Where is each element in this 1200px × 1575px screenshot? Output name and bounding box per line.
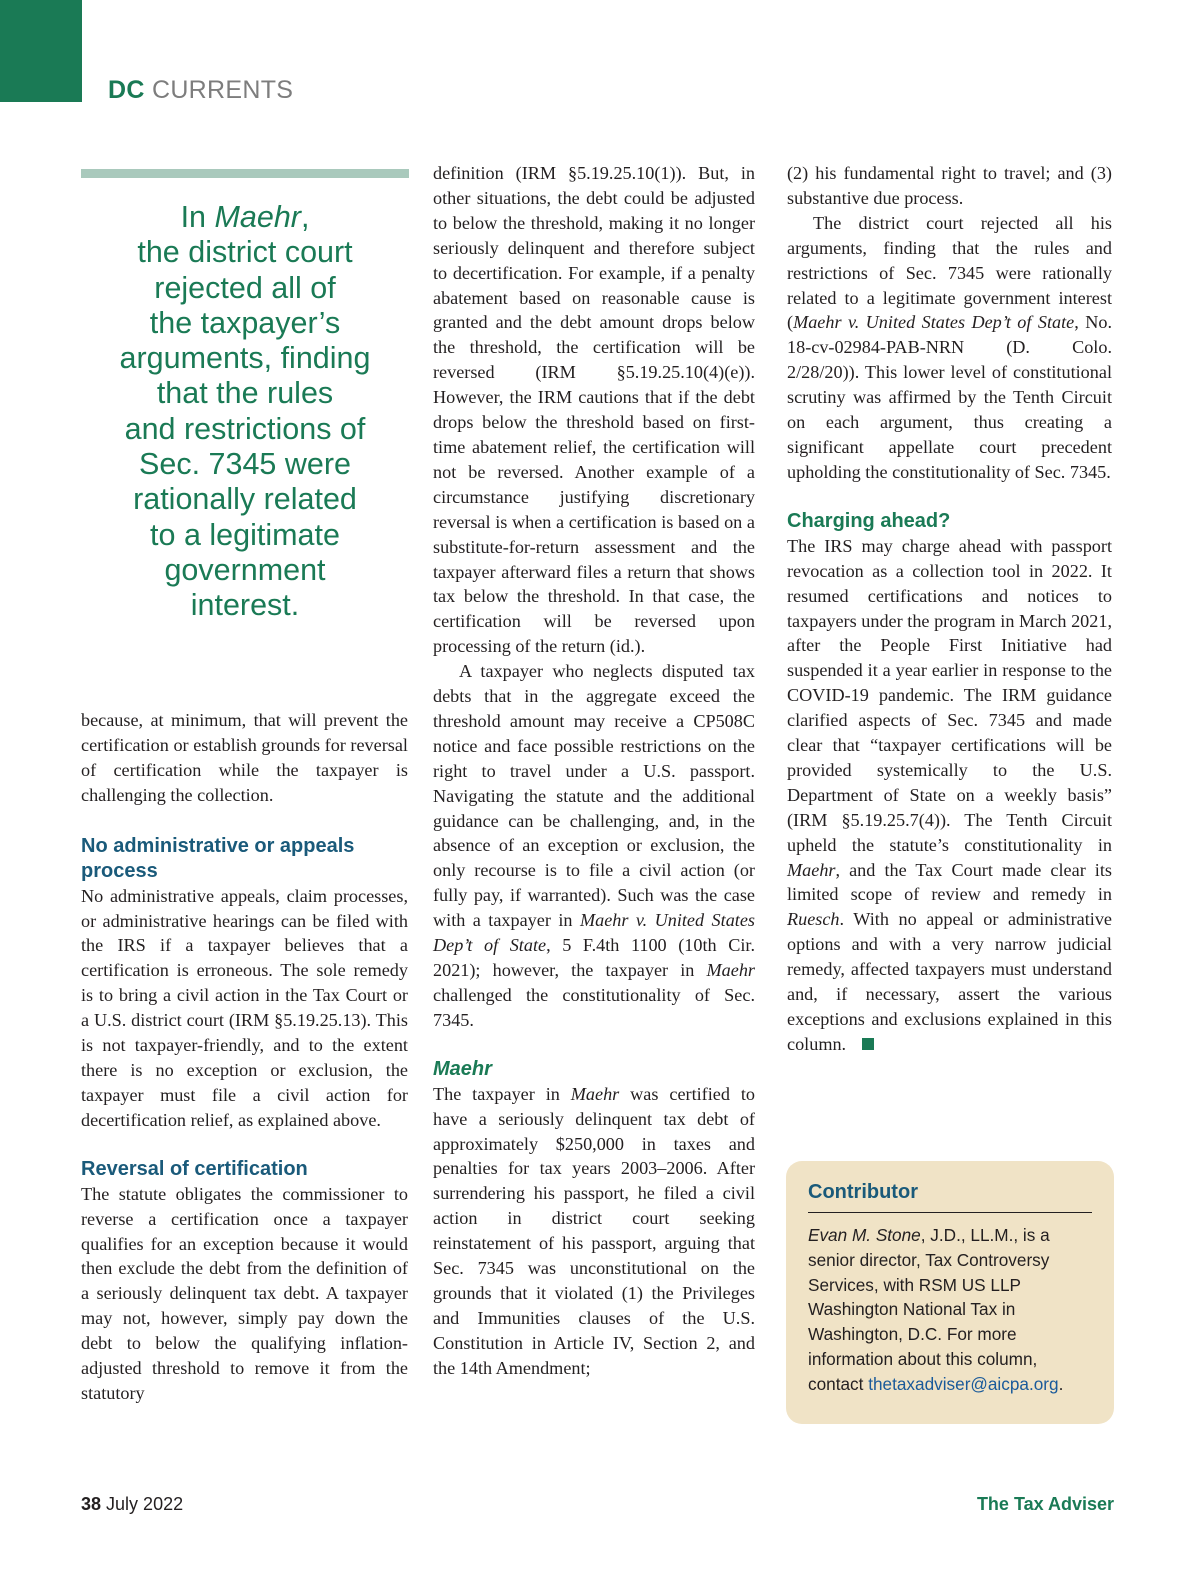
section-header-light: CURRENTS xyxy=(151,76,294,104)
subheading-charging-ahead: Charging ahead? xyxy=(787,509,951,532)
paragraph: The district court rejected all his arguments, finding that the rules and restrictions of Sec. 7345 were rationally related to a legitimate government interest (Maehr v. United States Dep’t of State, No. 18-cv-02984-PAB-NRN (D. Colo. 2/28/20)). This lower level of constitutional scrutiny was affirmed by the Tenth Circuit on each argument, thus creating a significant appellate court precedent upholding the constitutionality of Sec. 7345. xyxy=(787,212,1113,482)
paragraph: No administrative appeals, claim processes, or administrative hearings can be filed with the IRS if a taxpayer believes that a certification is erroneous. The sole remedy is to bring a civil action in the Tax Court or a U.S. district court (IRM §5.19.25.13). This is not taxpayer-friendly, and to the extent there is no exception or exclusion, the taxpayer must file a civil action for decertification relief, as explained above. xyxy=(81,885,408,1130)
contributor-bio: Evan M. Stone, J.D., LL.M., is a senior director, Tax Controversy Services, with RSM US LLP Washington National Tax in Washington, D.C. For more information about this column, contact thetaxadviser@aicpa.org. xyxy=(808,1225,1064,1394)
pullquote-line: rationally related xyxy=(133,482,357,517)
pullquote-line: rejected all of xyxy=(154,270,336,305)
pullquote-line: interest. xyxy=(190,588,300,623)
pullquote-line: the taxpayer’s xyxy=(149,305,341,340)
column-3 xyxy=(787,161,1112,1057)
end-mark-square-icon xyxy=(862,1038,874,1050)
column-2 xyxy=(433,161,755,1381)
paragraph: A taxpayer who neglects disputed tax debts that in the aggregate exceed the threshold amount may receive a CP508C notice and face possible restrictions on the right to travel under a U.S. passport. Navigating the statute and the additional guidance can be challenging, and, in the absence of an exception or exclusion, the only recourse is to file a civil action (or fully pay, if warranted). Such was the case with a taxpayer in Maehr v. United States Dep’t of State, 5 F.4th 1100 (10th Cir. 2021); however, the taxpayer in Maehr challenged the constitutionality of Sec. 7345. xyxy=(433,661,755,1030)
pullquote-line: arguments, finding xyxy=(119,341,371,376)
contributor-name: Evan M. Stone xyxy=(808,1225,921,1245)
contributor-box xyxy=(786,1161,1114,1424)
pullquote-rule xyxy=(81,169,409,178)
pullquote-line: In Maehr, xyxy=(180,200,310,234)
pullquote-line: the district court xyxy=(137,235,353,270)
paragraph: The IRS may charge ahead with passport revocation as a collection tool in 2022. It resumed certifications and notices to taxpayers under the program in March 2021, after the People First Initiative had suspended it a year earlier in response to the COVID-19 pandemic. The IRM guidance clarified aspects of Sec. 7345 and made clear that “taxpayer certifications will be provided systemically to the U.S. Department of State on a weekly basis” (IRM §5.19.25.7(4)). The Tenth Circuit upheld the statute’s constitutionality in Maehr, and the Tax Court made clear its limited scope of review and remedy in Ruesch. With no appeal or administrative options and with a very narrow judicial remedy, affected taxpayers must understand and, if necessary, assert the various exceptions and exclusions explained in this column. xyxy=(787,535,1112,1054)
section-header xyxy=(108,76,293,105)
footer-left xyxy=(81,1494,183,1515)
pullquote xyxy=(81,200,409,624)
contact-email-link[interactable]: thetaxadviser@aicpa.org xyxy=(868,1373,1059,1394)
issue-date: July 2022 xyxy=(106,1494,184,1514)
paragraph: The taxpayer in Maehr was certified to have a seriously delinquent tax debt of approximately $250,000 in taxes and penalties for tax years 2003–2006. After surrendering his passport, he filed a civil action in district court seeking reinstatement of his passport, arguing that Sec. 7345 was unconstitutional on the grounds that it violated (1) the Privileges and Immunities clauses of the U.S. Constitution in Article IV, Section 2, and the 14th Amendment; xyxy=(433,1083,756,1378)
pullquote-line: government xyxy=(164,552,326,587)
pullquote-line: and restrictions of xyxy=(124,411,366,446)
column-1 xyxy=(81,708,408,1406)
paragraph: The statute obligates the commissioner to reverse a certification once a taxpayer qualifies for an exception because it would then exclude the debt from the definition of a seriously delinquent tax debt. A taxpayer may not, however, simply pay down the debt to below the qualifying inflation-adjusted threshold to remove it from the statutory xyxy=(81,1183,408,1403)
contributor-title: Contributor xyxy=(808,1181,1092,1213)
section-header-strong: DC xyxy=(108,76,145,104)
subheading-appeals: No administrative or appeals process xyxy=(81,834,355,882)
pullquote-line: that the rules xyxy=(156,376,334,411)
paragraph: definition (IRM §5.19.25.10(1)). But, in other situations, the debt could be adjusted to below the threshold, making it no longer seriously delinquent and therefore subject to decertification. For example, if a penalty abatement based on reasonable cause is granted and the debt amount drops below the threshold, the certification will be reversed (IRM §5.19.25.10(4)(e)). However, the IRM cautions that if the debt drops below the threshold based on first-time abatement relief, the certification will not be reversed. Another example of a circumstance justifying discretionary reversal is when a certification is based on a substitute-for-return assessment and the taxpayer afterward files a return that shows tax below the threshold. In that case, the certification will be reversed upon processing of the return (id.). xyxy=(433,163,755,657)
page-number: 38 xyxy=(81,1494,102,1514)
paragraph: because, at minimum, that will prevent the certification or establish grounds for reversal of certification while the taxpayer is challenging the collection. xyxy=(81,710,408,805)
publication-name: The Tax Adviser xyxy=(976,1494,1114,1514)
paragraph: (2) his fundamental right to travel; and (3) substantive due process. xyxy=(787,163,1112,208)
corner-color-block xyxy=(0,0,82,102)
subheading-maehr: Maehr xyxy=(433,1057,492,1080)
pullquote-line: to a legitimate xyxy=(150,517,340,552)
subheading-reversal: Reversal of certification xyxy=(81,1157,308,1180)
pullquote-line: Sec. 7345 were xyxy=(139,447,351,482)
